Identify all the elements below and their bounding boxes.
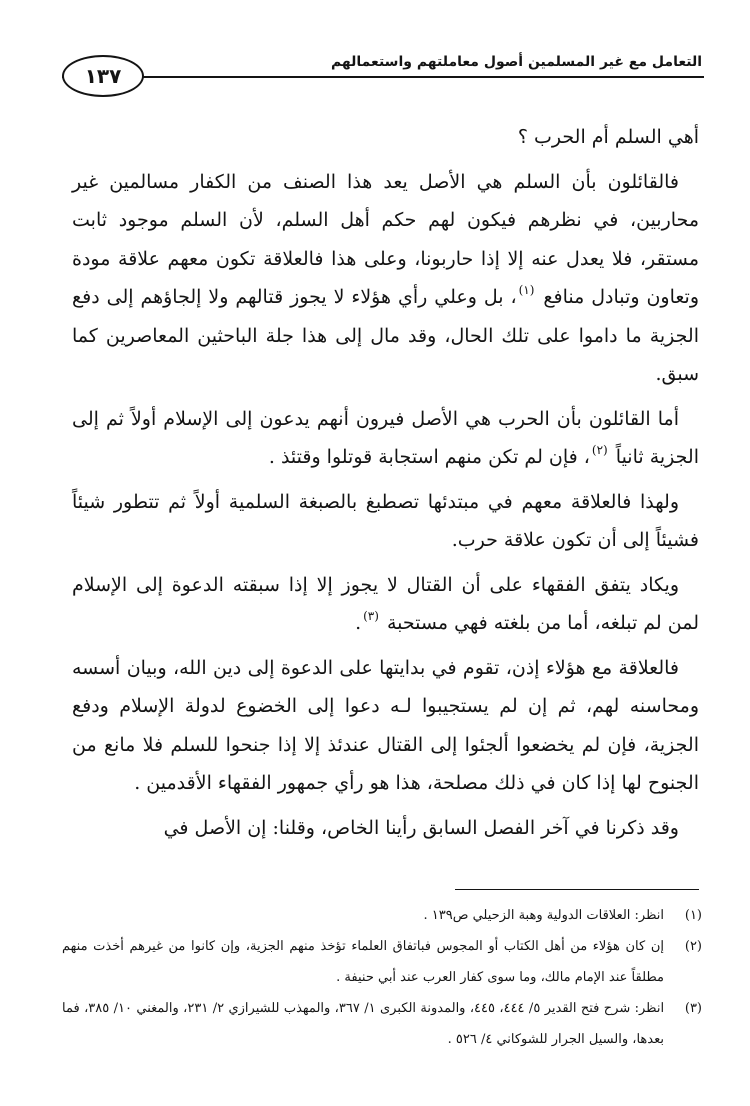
footnote-number: (٣) <box>684 1001 702 1016</box>
footnote-2 <box>62 931 702 993</box>
page-number-badge <box>62 55 144 97</box>
footnote-number: (١) <box>684 908 702 923</box>
paragraph-text: . <box>355 612 362 634</box>
footnote-text: إن كان هؤلاء من أهل الكتاب أو المجوس فباتفاق العلماء تؤخذ منهم الجزية، وإن كانوا من غيرهم أخذت منهم مطلقاً عند الإمام مالك، وما سوى كفار العرب عند أبي حنيفة . <box>62 939 664 985</box>
paragraph-text: فالقائلون بأن السلم هي الأصل يعد هذا الصنف من الكفار مسالمين غير محاربين، في نظرهم فيكون لهم حكم أهل السلم، لأن السلم موجود ثابت مستقر، فلا يعدل عنه إلا إذا حاربونا، وعلى هذا فالعلاقة تكون معهم علاقة مودة وتعاون وتبادل منافع <box>72 170 699 308</box>
footnote-text: انظر: شرح فتح القدير ٥/ ٤٤٤، ٤٤٥، والمدونة الكبرى ١/ ٣٦٧، والمهذب للشيرازي ٢/ ٢٣١، والمغني ١٠/ ٣٨٥، فما بعدها، والسيل الجرار للشوكاني ٤/ ٥٢٦ . <box>62 1001 665 1047</box>
paragraph-peace-view <box>72 163 699 394</box>
section-question: أهي السلم أم الحرب ؟ <box>517 126 699 148</box>
header-title: التعامل مع غير المسلمين أصول معاملتهم واستعمالهم <box>325 54 702 70</box>
footnote-1 <box>62 900 702 931</box>
footnote-ref-3[interactable]: (٣) <box>363 609 379 623</box>
footnotes <box>62 900 702 1055</box>
footnote-text: انظر: العلاقات الدولية وهبة الزحيلي ص١٣٩ . <box>423 908 664 923</box>
main-text <box>72 118 699 853</box>
paragraph-war-view <box>72 400 699 477</box>
paragraph-text: ، بل وعلي رأي هؤلاء لا يجوز قتالهم ولا إلجاؤهم إلى دفع الجزية ما داموا على تلك الحال، وقد مال إلى هذا جلة الباحثين المعاصرين كما سبق. <box>72 286 699 385</box>
footnote-separator <box>455 889 699 890</box>
paragraph-relation: ولهذا فالعلاقة معهم في مبتدئها تصطبغ بالصبغة السلمية أولاً ثم تتطور شيئاً فشيئاً إلى أن تكون علاقة حرب. <box>72 490 699 551</box>
footnote-number: (٢) <box>684 939 702 954</box>
running-header <box>62 50 704 96</box>
footnote-ref-1[interactable]: (١) <box>518 283 535 297</box>
footnote-ref-2[interactable]: (٢) <box>591 443 608 457</box>
page-number: ١٣٧ <box>84 64 122 88</box>
paragraph-text: ، فإن لم تكن منهم استجابة قوتلوا وقتئذ . <box>268 446 590 468</box>
paragraph-continuation: وقد ذكرنا في آخر الفصل السابق رأينا الخاص، وقلنا: إن الأصل في <box>163 816 679 839</box>
paragraph-text: ويكاد يتفق الفقهاء على أن القتال لا يجوز إلا إذا سبقته الدعوة إلى الإسلام لمن لم تبلغه، أما من بلغته فهي مستحبة <box>72 573 699 634</box>
footnote-3 <box>62 993 702 1055</box>
header-rule <box>62 76 704 78</box>
paragraph-text: أما القائلون بأن الحرب هي الأصل فيرون أنهم يدعون إلى الإسلام أولاً ثم إلى الجزية ثانياً <box>72 407 699 468</box>
paragraph-jurists <box>72 566 699 643</box>
paragraph-summary: فالعلاقة مع هؤلاء إذن، تقوم في بدايتها على الدعوة إلى دين الله، وبيان أسسه ومحاسنه لهم، ثم إن لم يستجيبوا لـه دعوا إلى الخضوع لدولة الإسلام ودفع الجزية، فإن لم يخضعوا ألجئوا إلى القتال عندئذ إلا إذا جنحوا للسلم فلا مانع من الجنوح لها إذا كان في ذلك مصلحة، هذا هو رأي جمهور الفقهاء الأقدمين . <box>72 656 699 794</box>
